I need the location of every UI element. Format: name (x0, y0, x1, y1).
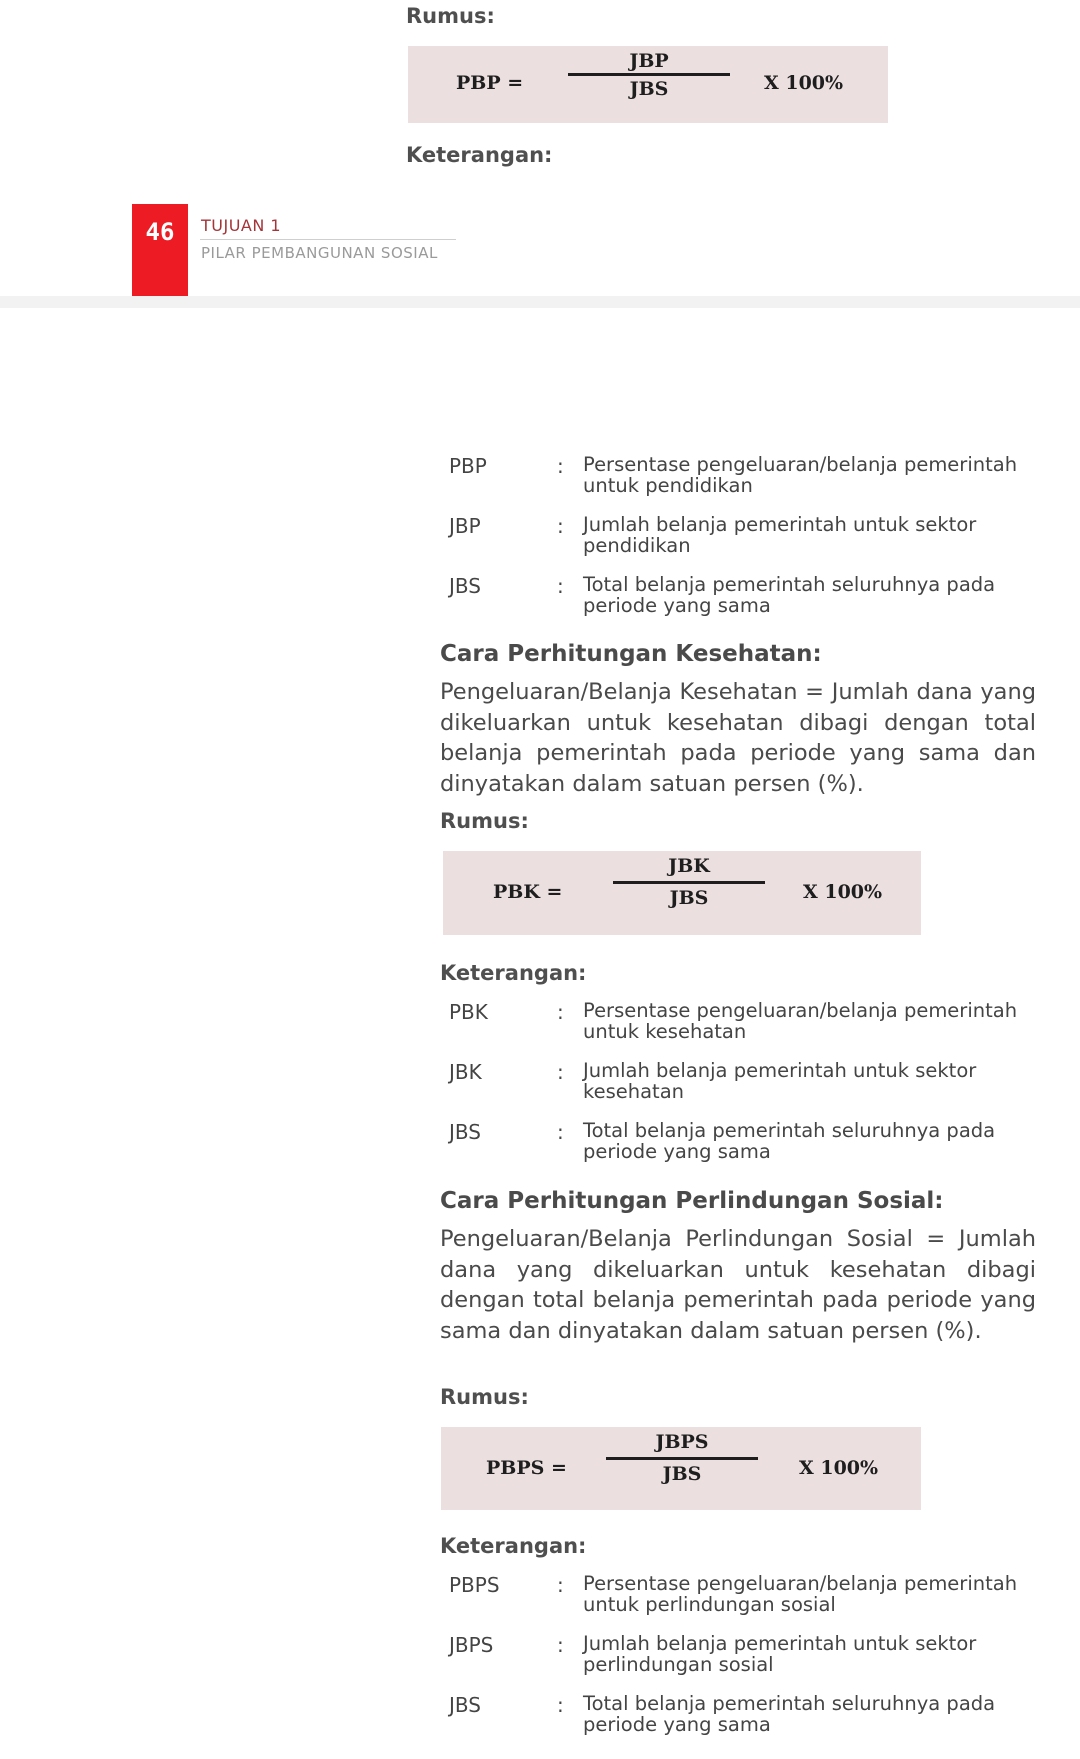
formula-fraction-bar (568, 73, 730, 76)
footer-divider (200, 239, 456, 240)
page-number: 46 (145, 218, 175, 246)
page-number-badge (132, 204, 188, 296)
definition-colon: : (557, 454, 564, 478)
formula-denominator: JBS (629, 78, 669, 100)
formula-lhs: PBPS = (486, 1457, 567, 1479)
formula-box-health (443, 851, 921, 935)
definition-row (449, 1060, 1049, 1112)
definition-colon: : (557, 514, 564, 538)
definition-row (449, 574, 1049, 626)
definition-text: Jumlah belanja pemerintah untuk sektor pendidikan (583, 513, 977, 557)
formula-fraction-bar (606, 1457, 758, 1460)
definition-colon: : (557, 1000, 564, 1024)
formula-multiplier: X 100% (799, 1457, 879, 1479)
definition-colon: : (557, 1120, 564, 1144)
definition-colon: : (557, 1573, 564, 1597)
formula-box-social-protection (441, 1427, 921, 1510)
definition-row (449, 1000, 1049, 1052)
definition-row (449, 1693, 1049, 1745)
definition-colon: : (557, 1060, 564, 1084)
definition-abbr: PBK (449, 1000, 488, 1024)
rumus-label-health: Rumus: (440, 809, 529, 833)
formula-numerator: JBK (668, 855, 710, 877)
formula-denominator: JBS (669, 887, 709, 909)
formula-lhs: PBP = (456, 72, 524, 94)
rumus-label-education: Rumus: (406, 4, 495, 28)
formula-numerator: JBP (629, 50, 669, 72)
keterangan-label-social-protection: Keterangan: (440, 1534, 587, 1558)
definition-colon: : (557, 1693, 564, 1717)
definition-colon: : (557, 574, 564, 598)
formula-multiplier: X 100% (803, 881, 883, 903)
rumus-label-social-protection: Rumus: (440, 1385, 529, 1409)
keterangan-label-health: Keterangan: (440, 961, 587, 985)
definition-row (449, 1573, 1049, 1625)
definition-abbr: JBK (449, 1060, 482, 1084)
formula-box-education (408, 46, 888, 123)
definition-abbr: JBS (449, 1120, 481, 1144)
social-protection-paragraph: Pengeluaran/Belanja Perlindungan Sosial = Jumlah dana yang dikeluarkan untuk kesehatan dibagi dengan total belanja pemerintah pada periode yang sama dan dinyatakan dalam satuan persen (%). (440, 1226, 1036, 1344)
definition-abbr: JBP (449, 514, 481, 538)
definition-abbr: JBS (449, 1693, 481, 1717)
definition-row (449, 1120, 1049, 1172)
definition-abbr: JBPS (449, 1633, 494, 1657)
definition-abbr: PBP (449, 454, 487, 478)
social-protection-heading: Cara Perhitungan Perlindungan Sosial: (440, 1188, 944, 1214)
definition-text: Jumlah belanja pemerintah untuk sektor perlindungan sosial (583, 1632, 977, 1676)
definition-abbr: JBS (449, 574, 481, 598)
health-heading: Cara Perhitungan Kesehatan: (440, 641, 822, 667)
definition-row (449, 1633, 1049, 1685)
page-break-band (0, 296, 1080, 308)
definition-text: Total belanja pemerintah seluruhnya pada periode yang sama (583, 1119, 996, 1163)
formula-numerator: JBPS (655, 1431, 709, 1453)
definition-text: Persentase pengeluaran/belanja pemerintah untuk perlindungan sosial (583, 1572, 1018, 1616)
formula-denominator: JBS (662, 1463, 702, 1485)
definition-abbr: PBPS (449, 1573, 500, 1597)
definition-text: Total belanja pemerintah seluruhnya pada periode yang sama (583, 573, 996, 617)
formula-lhs: PBK = (493, 881, 563, 903)
definition-row (449, 514, 1049, 566)
health-paragraph: Pengeluaran/Belanja Kesehatan = Jumlah dana yang dikeluarkan untuk kesehatan dibagi dengan total belanja pemerintah pada periode yang sama dan dinyatakan dalam satuan persen (%). (440, 679, 1036, 797)
goal-label: TUJUAN 1 (201, 216, 282, 235)
definition-row (449, 454, 1049, 506)
formula-multiplier: X 100% (764, 72, 844, 94)
keterangan-label-education: Keterangan: (406, 143, 553, 167)
formula-fraction-bar (613, 881, 765, 884)
definition-text: Total belanja pemerintah seluruhnya pada periode yang sama (583, 1692, 996, 1736)
definition-colon: : (557, 1633, 564, 1657)
definition-text: Jumlah belanja pemerintah untuk sektor kesehatan (583, 1059, 977, 1103)
pillar-label: PILAR PEMBANGUNAN SOSIAL (201, 244, 438, 262)
definition-text: Persentase pengeluaran/belanja pemerintah untuk kesehatan (583, 999, 1018, 1043)
definition-text: Persentase pengeluaran/belanja pemerintah untuk pendidikan (583, 453, 1018, 497)
